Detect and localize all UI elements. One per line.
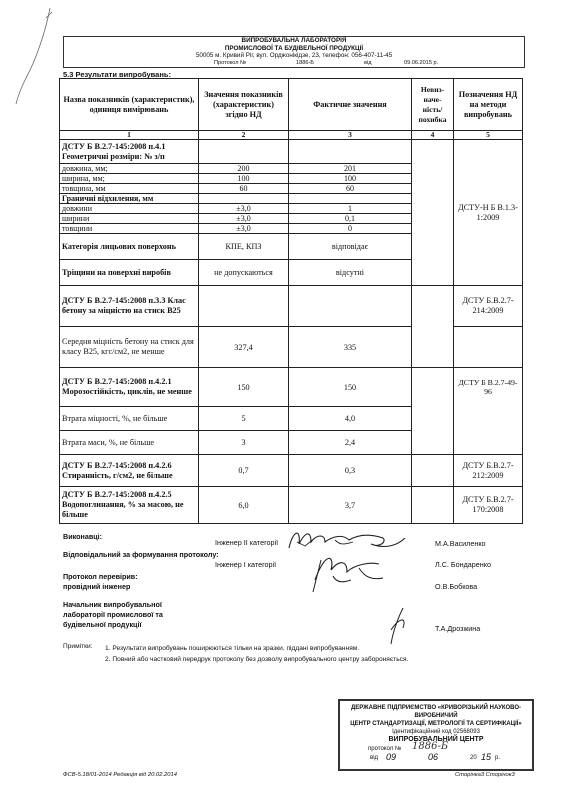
surface-norm: КПЕ, КПЗ	[199, 234, 289, 260]
table-row	[60, 407, 523, 431]
strength-fact: 335	[289, 327, 412, 368]
stamp-line-3: Ідентифікаційний код 02568093	[392, 729, 480, 735]
checked-role: провідний інженер	[63, 582, 131, 591]
strength-norm: 327,4	[199, 327, 289, 368]
strength-loss-norm: 5	[199, 407, 289, 431]
note-2: 2. Повний або частковий передрук протоколу без дозволу випробувального центру забороняється.	[105, 656, 409, 663]
row-name: ширина, мм;	[60, 174, 199, 184]
column-numbers-row	[60, 131, 523, 140]
col-num-4: 4	[412, 131, 454, 140]
note-1: 1. Результати випробувань поширюються тільки на зразки, піддані випробуванням.	[105, 645, 360, 652]
head-name: Т.А.Дрозжина	[435, 624, 481, 633]
stamp-date-label: від	[370, 755, 379, 761]
header-uncertainty: Невиз-наче-ність/ похибка	[412, 79, 454, 131]
cracks-fact: відсутні	[289, 260, 412, 286]
abrasion-name: Стиранність, г/см2, не більше	[62, 470, 173, 480]
strength-name: Середня міцність бетону на стиск для класу В25, кгс/см2, не менше	[60, 327, 199, 368]
cracks-name: Тріщини на поверхні виробів	[60, 260, 199, 286]
row-norm: 100	[199, 174, 289, 184]
geometry-title: ДСТУ Б В.2.7-145:2008 п.4.1 Геометричні розміри: № з/п	[60, 140, 199, 164]
responsible-label: Відповідальний за формування протоколу:	[63, 550, 219, 559]
col-num-5: 5	[454, 131, 523, 140]
laboratory-header	[63, 36, 525, 68]
frost-norm: 150	[199, 368, 289, 407]
header-line-2: ПРОМИСЛОВОЇ ТА БУДІВЕЛЬНОЇ ПРОДУКЦІЇ	[224, 44, 364, 52]
protocol-number: 1886-Б	[296, 60, 314, 66]
table-row	[60, 455, 523, 487]
checked-name: О.В.Бобкова	[435, 582, 478, 591]
table-row	[60, 431, 523, 455]
section-title: 5.3 Результати випробувань:	[63, 70, 171, 79]
stamp-day: 09	[386, 752, 397, 762]
surface-fact: відповідає	[289, 234, 412, 260]
col-num-2: 2	[199, 131, 289, 140]
water-fact: 3,7	[289, 487, 412, 524]
row-name: довжини	[60, 204, 199, 214]
water-name: Водопоглинання, % за масою, не більше	[62, 500, 184, 519]
stamp-protocol-label: протокол №	[368, 746, 402, 752]
row-norm: ±3,0	[199, 224, 289, 234]
head-title-line-1: Начальник випробувальної	[63, 600, 162, 609]
stamp-line-1: ДЕРЖАВНЕ ПІДПРИЄМСТВО «КРИВОРІЗЬКИЙ НАУКОВО-ВИРОБНИЧИЙ	[350, 705, 521, 719]
row-fact: 0	[289, 224, 412, 234]
col-num-1: 1	[60, 131, 199, 140]
table-row	[60, 368, 523, 407]
page-counter: Сторінка3 Сторінок3	[455, 772, 515, 778]
header-line-1: ВИПРОБУВАЛЬНА ЛАБОРАТОРІЯ	[241, 37, 347, 44]
row-name: ширини	[60, 214, 199, 224]
row-fact: 1	[289, 204, 412, 214]
header-address: 50005 м. Кривий Ріг, вул. Орджонікідзе, 23, телефон: 056-407-11-45	[195, 52, 393, 60]
performer2-name: Л.С. Бондаренко	[435, 560, 491, 569]
stamp-year: 15	[481, 752, 492, 762]
performer2-role: Інженер І категорії	[215, 560, 277, 569]
protocol-from-label: від	[364, 60, 372, 66]
col-num-3: 3	[289, 131, 412, 140]
concrete-class-method: ДСТУ Б.В.2.7-214:2009	[454, 286, 523, 327]
strength-loss-fact: 4,0	[289, 407, 412, 431]
protocol-label: Протокол №	[214, 60, 247, 66]
abrasion-norm: 0,7	[199, 455, 289, 487]
header-method: Позначення НД на методи випробувань	[454, 79, 523, 131]
stamp-line-4: ВИПРОБУВАЛЬНИЙ ЦЕНТР	[388, 736, 484, 743]
geometry-method: ДСТУ-Н Б В.1.3-1:2009	[454, 140, 523, 286]
row-norm: 200	[199, 164, 289, 174]
table-row	[60, 286, 523, 327]
abrasion-method: ДСТУ Б.В.2.7-212:2009	[454, 455, 523, 487]
water-norm: 6,0	[199, 487, 289, 524]
water-method: ДСТУ Б.В.2.7-170:2008	[454, 487, 523, 524]
header-name: Назва показників (характеристик), одиниця вимірювань	[60, 79, 199, 131]
notes-block	[63, 643, 533, 669]
certification-stamp	[338, 699, 534, 771]
row-norm: 60	[199, 184, 289, 194]
row-norm: ±3,0	[199, 214, 289, 224]
row-name: товщина, мм	[60, 184, 199, 194]
table-row	[60, 140, 523, 164]
handwritten-signatures	[275, 520, 435, 655]
margin-scribble	[6, 0, 56, 110]
row-norm: ±3,0	[199, 204, 289, 214]
table-row	[60, 487, 523, 524]
head-title-line-3: будівельної продукції	[63, 620, 142, 629]
frost-name: Морозостійкість, циклів, не менше	[62, 387, 192, 396]
abrasion-title: ДСТУ Б В.2.7-145:2008 п.4.2.6	[62, 460, 172, 470]
row-fact: 201	[289, 164, 412, 174]
surface-name: Категорія лицьових поверхонь	[60, 234, 199, 260]
checked-label: Протокол перевірив:	[63, 572, 138, 581]
frost-title: ДСТУ Б В.2.7-145:2008 п.4.2.1	[62, 377, 172, 386]
row-fact: 60	[289, 184, 412, 194]
row-fact: 0,1	[289, 214, 412, 224]
form-code: ФСВ-5.18/01-2014 Редакція від 20.02.2014	[63, 772, 177, 778]
deviation-title: Граничні відхилення, мм	[60, 194, 199, 204]
header-fact: Фактичне значення	[289, 79, 412, 131]
protocol-date: 09.06.2015 р.	[404, 60, 439, 66]
mass-loss-name: Втрата маси, %, не більше	[60, 431, 199, 455]
row-fact: 100	[289, 174, 412, 184]
strength-loss-name: Втрата міцності, %, не більше	[60, 407, 199, 431]
concrete-class-title: ДСТУ Б В.2.7-145:2008 п.3.3 Клас бетону за міцністю на стиск В25	[60, 286, 199, 327]
performer1-role: Інженер ІІ категорії	[215, 538, 279, 547]
frost-method: ДСТУ Б В.2.7-49-96	[454, 368, 523, 407]
header-norm: Значення показників (характеристик) згідно НД	[199, 79, 289, 131]
row-name: довжина, мм;	[60, 164, 199, 174]
stamp-month: 06	[428, 752, 439, 762]
header-protocol-line	[64, 60, 524, 68]
results-table	[59, 78, 523, 524]
stamp-line-2: ЦЕНТР СТАНДАРТИЗАЦІЇ, МЕТРОЛОГІЇ ТА СЕРТИФІКАЦІЇ»	[350, 721, 522, 727]
row-name: товщини	[60, 224, 199, 234]
frost-fact: 150	[289, 368, 412, 407]
performed-label: Виконавці:	[63, 532, 103, 541]
stamp-protocol-number: 1886-Б	[412, 741, 449, 752]
table-row	[60, 327, 523, 368]
head-title-line-2: лабораторії промислової та	[63, 610, 163, 619]
table-header-row	[60, 79, 523, 131]
performer1-name: М.А.Василенко	[435, 539, 486, 548]
abrasion-fact: 0,3	[289, 455, 412, 487]
mass-loss-fact: 2,4	[289, 431, 412, 455]
mass-loss-norm: 3	[199, 431, 289, 455]
notes-label: Примітки:	[63, 643, 93, 650]
stamp-year-suffix: р.	[495, 755, 501, 761]
cracks-norm: не допускаються	[199, 260, 289, 286]
water-title: ДСТУ Б В.2.7-145:2008 п.4.2.5	[62, 490, 172, 499]
stamp-year-prefix: 20	[470, 755, 477, 761]
